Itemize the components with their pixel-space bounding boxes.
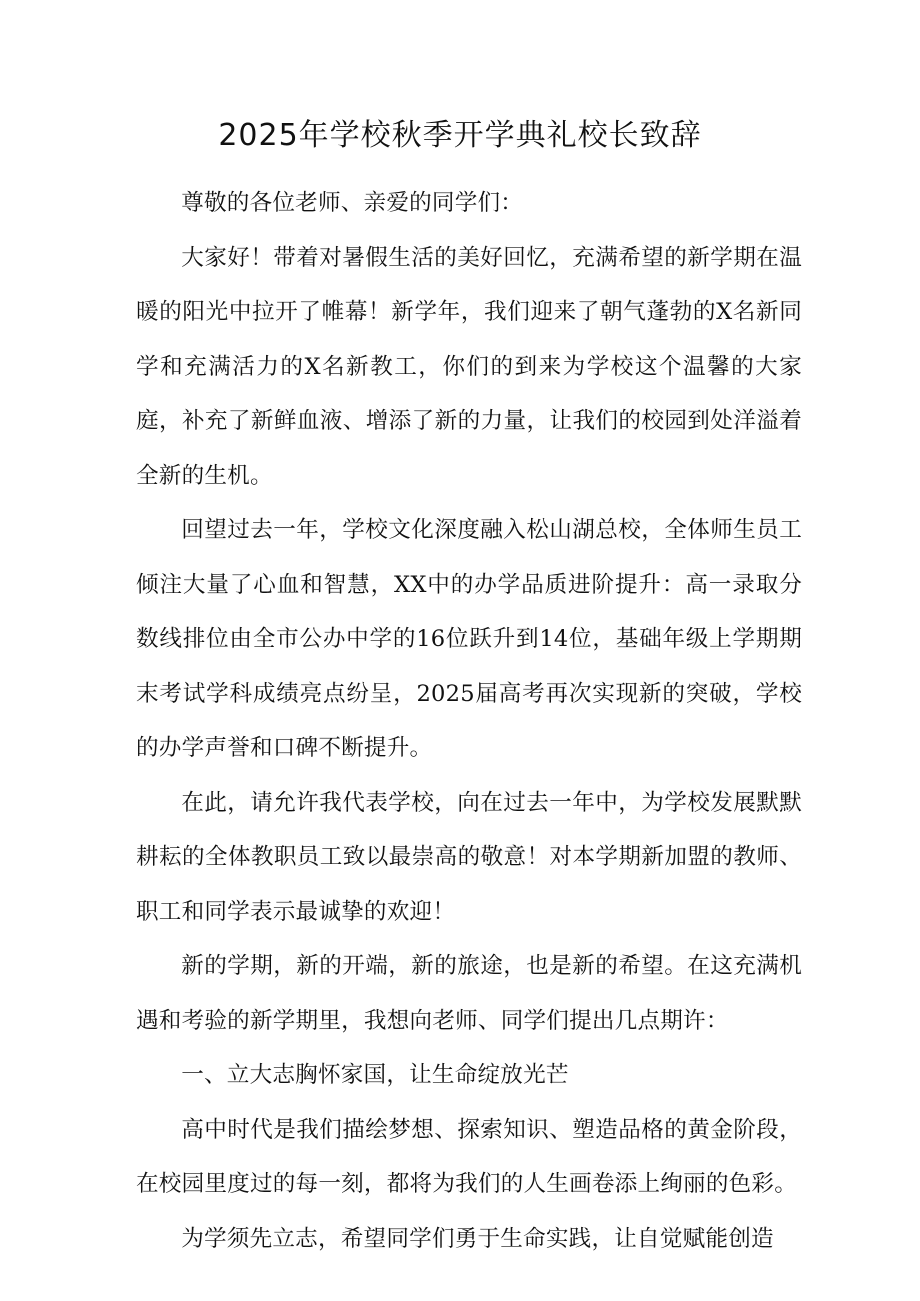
paragraph-aspiration: 为学须先立志，希望同学们勇于生命实践，让自觉赋能创造 [181,1225,774,1252]
document-title: 2025年学校秋季开学典礼校长致辞 [218,118,702,153]
paragraph-review: 回望过去一年，学校文化深度融入松山湖总校，全体师生员工倾注大量了心血和智慧，XX中的办学品质进阶提升：高一录取分数线排位由全市公办中学的16位跃升到14位，基础年级上学期期末考试学科成绩亮点纷呈，2025届高考再次实现新的突破，学校的办学声誉和口碑不断提升。 [136,517,802,761]
document-body [136,176,802,1266]
paragraph-greeting: 大家好！带着对暑假生活的美好回忆，充满希望的新学期在温暖的阳光中拉开了帷幕！新学年，我们迎来了朝气蓬勃的X名新同学和充满活力的X名新教工，你们的到来为学校这个温馨的大家庭，补充了新鲜血液、增添了新的力量，让我们的校园到处洋溢着全新的生机。 [136,244,802,489]
section-heading-1: 一、立大志胸怀家国，让生命绽放光芒 [181,1062,569,1088]
paragraph-salutation: 尊敬的各位老师、亲爱的同学们： [181,190,524,216]
paragraph-high-school: 高中时代是我们描绘梦想、探索知识、塑造品格的黄金阶段，在校园里度过的每一刻，都将为我们的人生画卷添上绚丽的色彩。 [136,1116,802,1197]
paragraph-gratitude: 在此，请允许我代表学校，向在过去一年中，为学校发展默默耕耘的全体教职员工致以最崇高的敬意！对本学期新加盟的教师、职工和同学表示最诚挚的欢迎！ [136,789,802,925]
paragraph-new-term: 新的学期，新的开端，新的旅途，也是新的希望。在这充满机遇和考验的新学期里，我想向老师、同学们提出几点期许： [136,953,802,1034]
